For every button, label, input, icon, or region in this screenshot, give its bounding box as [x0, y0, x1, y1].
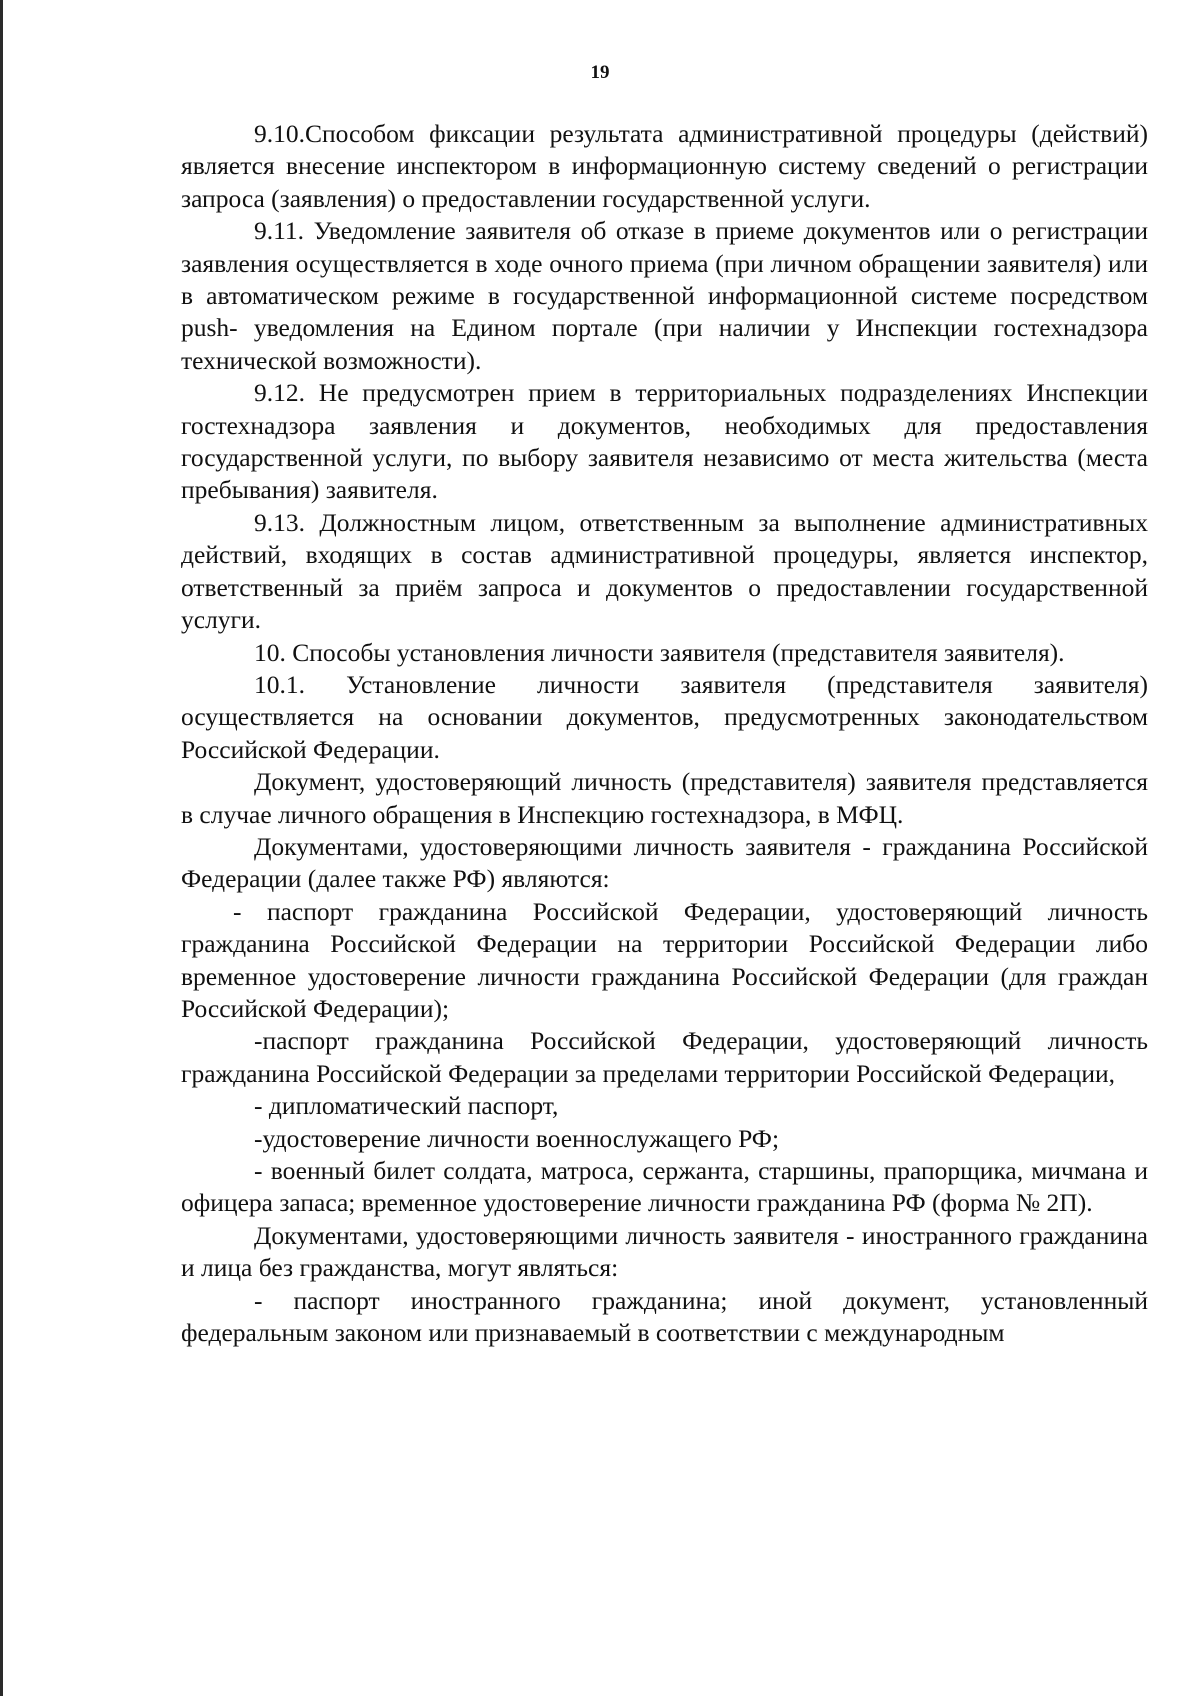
- scan-edge: [0, 0, 3, 1696]
- list-item-passport: - паспорт гражданина Российской Федерации, удостоверяющий личность гражданина Российской Федерации на территории Российской Федерации либо временное удостоверение личности гражданина Российской Федерации (для граждан Российской Федерации);: [181, 896, 1148, 1023]
- paragraph-9-11: 9.11. Уведомление заявителя об отказе в приеме документов или о регистрации заявления осуществляется в ходе очного приема (при личном обращении заявителя) или в автоматическом режиме в государственной информационной системе посредством push- уведомления на Едином портале (при наличии у Инспекции гостехнадзора технической возможности).: [181, 216, 1148, 375]
- list-item-foreign-passport: -паспорт гражданина Российской Федерации, удостоверяющий личность гражданина Российской Федерации за пределами территории Российской Федерации,: [181, 1026, 1148, 1088]
- list-item-military-ticket: - военный билет солдата, матроса, сержанта, старшины, прапорщика, мичмана и офицера запаса; временное удостоверение личности гражданина РФ (форма № 2П).: [181, 1156, 1148, 1218]
- list-item-diplomatic-passport: - дипломатический паспорт,: [254, 1091, 559, 1121]
- paragraph-9-13: 9.13. Должностным лицом, ответственным за выполнение административных действий, входящих в состав административной процедуры, является инспектор, ответственный за приём запроса и документов о предоставлении государственной услуги.: [181, 507, 1148, 635]
- page-number: 19: [590, 62, 610, 83]
- paragraph-rf-citizen-documents: Документами, удостоверяющими личность заявителя - гражданина Российской Федерации (далее также РФ) являются:: [181, 831, 1148, 894]
- paragraph-10-1: 10.1. Установление личности заявителя (представителя заявителя) осуществляется на основании документов, предусмотренных законодательством Российской Федерации.: [181, 669, 1148, 764]
- document-body: [181, 118, 1148, 1349]
- paragraph-9-10: 9.10.Способом фиксации результата административной процедуры (действий) является внесение инспектором в информационную систему сведений о регистрации запроса (заявления) о предоставлении государственной услуги.: [181, 119, 1148, 213]
- list-item-foreign-citizen-passport: - паспорт иностранного гражданина; иной документ, установленный федеральным законом или признаваемый в соответствии с международным: [181, 1285, 1148, 1348]
- section-10-heading: 10. Способы установления личности заявителя (представителя заявителя).: [254, 637, 1065, 667]
- paragraph-9-12: 9.12. Не предусмотрен прием в территориальных подразделениях Инспекции гостехнадзора заявления и документов, необходимых для предоставления государственной услуги, по выбору заявителя независимо от места жительства (места пребывания) заявителя.: [181, 378, 1148, 505]
- list-item-military-id: -удостоверение личности военнослужащего РФ;: [254, 1123, 780, 1153]
- paragraph-foreign-citizen-documents: Документами, удостоверяющими личность заявителя - иностранного гражданина и лица без гражданства, могут являться:: [181, 1220, 1148, 1283]
- paragraph-identity-document: Документ, удостоверяющий личность (представителя) заявителя представляется в случае личного обращения в Инспекцию гостехнадзора, в МФЦ.: [181, 767, 1148, 829]
